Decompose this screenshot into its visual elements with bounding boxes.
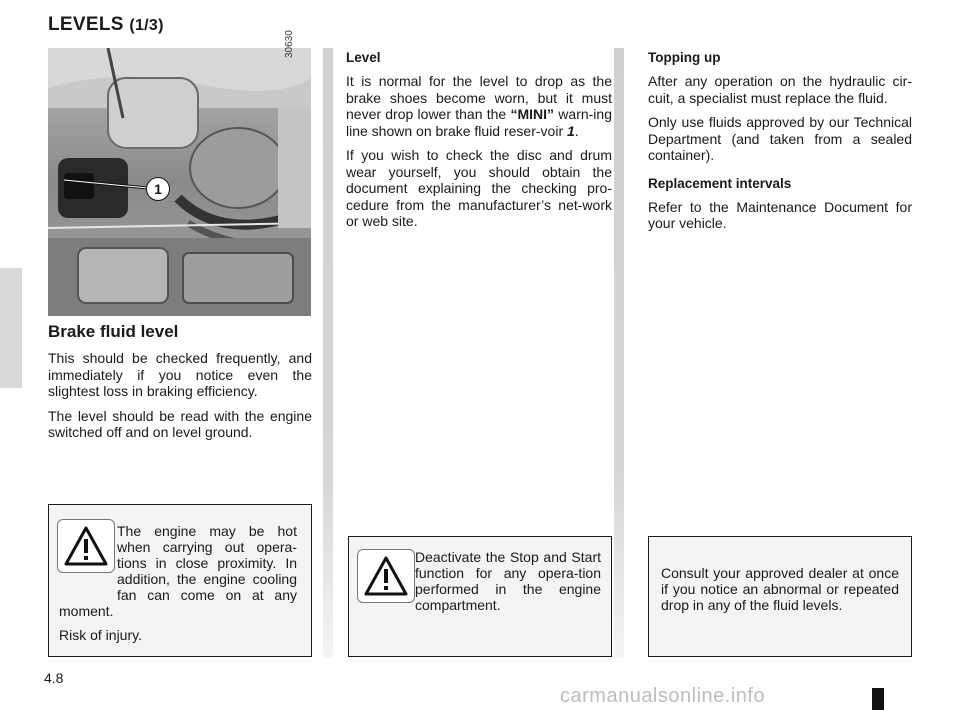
paragraph: The level should be read with the engine switched off and on level ground. [48,407,312,440]
section-heading-replacement-intervals: Replacement intervals [648,175,792,191]
paragraph: If you wish to check the disc and drum wear yourself, you should obtain the document explaining the checking pro-cedure from the manufacturer’s net-work or web site. [346,147,612,229]
callout-number: 1 [146,177,170,201]
callout-leader-line [60,170,160,200]
warning-text: The engine may be hot when carrying out opera-tions in close proximity. In addition, the engine cooling fan can come on at any moment. [59,523,297,619]
column2-body [346,50,612,238]
page-title-text: LEVELS [48,14,124,35]
reservoir-reference: 1 [567,122,575,139]
warning-risk-text: Risk of injury. [59,627,142,643]
page-title [48,14,164,36]
image-reference-code: 30630 [284,30,295,58]
column3-body [648,50,912,240]
column-divider-right [614,48,624,658]
page-number: 4.8 [44,670,64,686]
watermark: carmanualsonline.info [560,685,766,707]
page-title-part: (1/3) [129,17,164,34]
warning-box-engine-hot [48,504,312,657]
note-box-dealer [648,536,912,657]
paragraph: It is normal for the level to drop as the brake shoes become worn, but it must never drop lower than the “MINI” warn-ing line shown on brake fluid reser-voir 1. [346,73,612,139]
section-tab [0,268,22,388]
section-heading-brake-fluid: Brake fluid level [48,322,179,341]
paragraph: After any operation on the hydraulic cir-cuit, a specialist must replace the fluid. [648,73,912,106]
column-divider-left [323,48,333,658]
warning-triangle-icon [357,549,415,603]
section-heading-level: Level [346,50,381,65]
warning-box-stop-start [348,536,612,657]
page-corner-mark [872,688,884,710]
section-heading-topping-up: Topping up [648,50,721,65]
note-text: Consult your approved dealer at once if you notice an abnormal or repeated drop in any of the fluid levels. [661,565,899,613]
paragraph: This should be checked frequently, and immediately if you notice even the slightest loss in braking efficiency. [48,350,312,399]
paragraph: Only use fluids approved by our Technical Department (and taken from a sealed container). [648,114,912,163]
column1-body [48,350,312,449]
paragraph: Refer to the Maintenance Document for your vehicle. [648,198,912,231]
warning-text: Deactivate the Stop and Start function for any opera-tion performed in the engine compartment. [415,549,601,613]
